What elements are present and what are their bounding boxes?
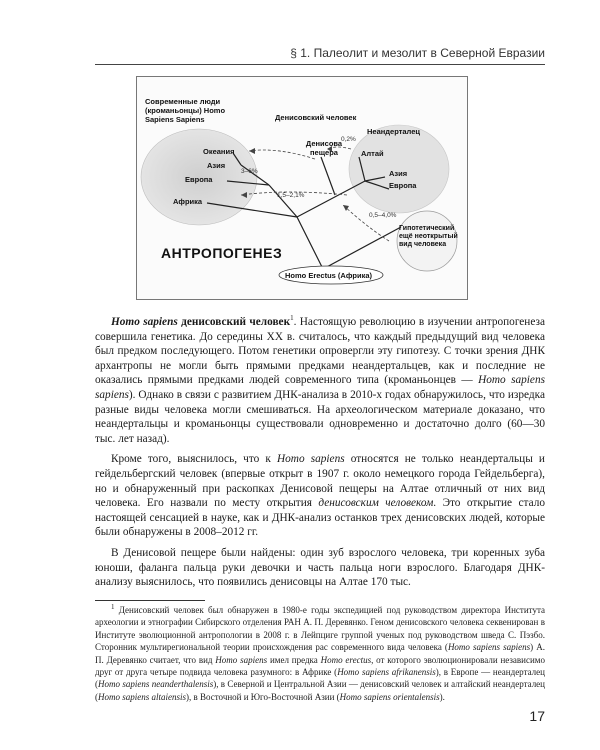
footnote-rule xyxy=(95,600,205,601)
p2-text-b: относятся не только неандертальцы и гейдельбергский человек (впервые открыт в 1907 г. около немецкого города Гейдельберга), но и обнаруженный при раскопках Денисовой пещеры на Алтае отличный от них вид человека. Его назвали по месту открытия xyxy=(95,453,545,510)
value-1-5-2-1: 1,5–2,1% xyxy=(277,192,305,199)
hypothetical-label: Гипотетический ещё неоткрытый вид человека xyxy=(399,225,458,248)
fn-text-f: ), в Северной и Центральной Азии — денисовский человек и алтайский неандерталец ( xyxy=(95,679,545,702)
neanderthal-label: Неандерталец xyxy=(367,127,420,136)
p1-lead-bold: денисовский человек xyxy=(177,316,291,328)
p2-text-a: Кроме того, выяснилось, что к xyxy=(111,453,277,466)
paragraph-3: В Денисовой пещере были найдены: один зуб взрослого человека, три коренных зуба юноши, фаланга пальца руки девочки и часть пальца ноги взрослого. Благодаря ДНК-анализу выяснилось, что появились денисовцы на Алтае 170 тыс. xyxy=(95,546,545,589)
fn-text-g: ), в Восточной и Юго-Восточной Азии ( xyxy=(186,691,340,702)
altai-label: Алтай xyxy=(361,149,384,158)
value-0-2: 0,2% xyxy=(341,136,356,143)
paragraph-2 xyxy=(95,452,545,540)
p1-text-b: ). Однако в связи с развитием ДНК-анализа в 2010-х годах обнаружилось, что изредка разные виды человека могли смешиваться. На археологическом материале доказано, что неандертальцы и кроманьонцы существовали одновременно и достаточно долго (60—30 тыс. лет назад). xyxy=(95,388,545,445)
figure-title: АНТРОПОГЕНЕЗ xyxy=(161,245,283,261)
page-number: 17 xyxy=(529,708,545,724)
fn-italic-g: Homo sapiens orientalensis xyxy=(339,691,440,702)
value-0-5-4-0: 0,5–4,0% xyxy=(369,212,397,219)
europe-right-label: Европа xyxy=(389,181,417,190)
homo-erectus-label: Homo Erectus (Африка) xyxy=(285,271,373,280)
footnote-ref: 1 xyxy=(290,314,294,323)
paragraph-1 xyxy=(95,315,545,446)
footnote-mark: 1 xyxy=(111,603,115,611)
fn-italic-e: Homo sapiens neanderthalensis xyxy=(98,679,214,690)
fn-text-e: ), в Европе — неандерталец ( xyxy=(95,667,545,690)
fn-italic-a: Homo sapiens sapiens xyxy=(447,642,531,653)
anthropogenesis-figure xyxy=(136,76,468,300)
p1-text-a: . Настоящую революцию в изучении антропогенеза совершила генетика. До середины XX в. считалось, что каждый предыдущий вид человека был предком последующего. Потом генетики опровергли эту гипотезу. С точки зрения ДНК архантропы не могли быть прямыми предками неандертальцев, как и последние не оказались прямыми предками людей современного типа (кроманьонцев — xyxy=(95,316,545,387)
p2-text-c: . Это открытие стало настоящей сенсацией в науке, как и ДНК-анализ останков трех денисовских людей, которые были обнаружены в 2008–2012 гг. xyxy=(95,497,545,539)
value-3-6: 3–6% xyxy=(241,168,258,175)
fn-text-c: имел предка xyxy=(267,654,321,665)
p2-italic-b: денисовским человеком xyxy=(318,497,434,510)
branch-to-hypothetical xyxy=(323,227,401,269)
header-rule xyxy=(95,64,545,65)
fn-italic-b: Homo sapiens xyxy=(215,654,268,665)
fn-text-b: ) А. П. Деревянко считает, что вид xyxy=(95,642,546,665)
p1-lead-italic: Homo sapiens xyxy=(111,316,178,328)
fn-italic-c: Homo erectus xyxy=(320,654,372,665)
fn-text-a: Денисовский человек был обнаружен в 1980-е годы экспедицией под руководством директора Института археологии и этнографии Сибирского отделения РАН А. П. Деревянко. Геном денисовского человека секвенирован в Институте эволюционной антропологии в 2008 г. в Лейпциге группой ученых под руководством шведа С. Пэзбо. Сторонник мультирегиональной теории происхождения рас современного вида человека ( xyxy=(95,605,545,653)
fn-text-d: , от которого эволюционировали независимо друг от друга четыре подвида человека разумного: в Африке ( xyxy=(95,654,546,678)
europe-left-label: Европа xyxy=(185,175,213,184)
p2-italic-a: Homo sapiens xyxy=(277,453,345,466)
branch-denisovan-neanderthal xyxy=(297,181,365,217)
africa-label: Африка xyxy=(173,197,203,206)
oceania-label: Океания xyxy=(203,147,235,156)
asia-right-label: Азия xyxy=(389,169,408,178)
fn-text-h: ). xyxy=(439,691,445,702)
footnote xyxy=(95,604,545,703)
modern-people-label: Современные люди (кроманьонцы) Homo Sapiens Sapiens xyxy=(145,97,226,124)
denisova-cave-label: Денисова пещера xyxy=(305,139,343,157)
asia-left-label: Азия xyxy=(207,161,226,170)
fn-italic-d: Homo sapiens afrikanensis xyxy=(337,667,436,678)
fn-italic-f: Homo sapiens altaiensis xyxy=(98,691,187,702)
main-text xyxy=(95,315,545,590)
branch-to-denisova xyxy=(321,157,335,195)
p1-italic-a: Homo sapiens sapiens xyxy=(95,374,545,401)
denisovan-label: Денисовский человек xyxy=(275,113,357,122)
running-head: § 1. Палеолит и мезолит в Северной Евразии xyxy=(290,46,545,60)
